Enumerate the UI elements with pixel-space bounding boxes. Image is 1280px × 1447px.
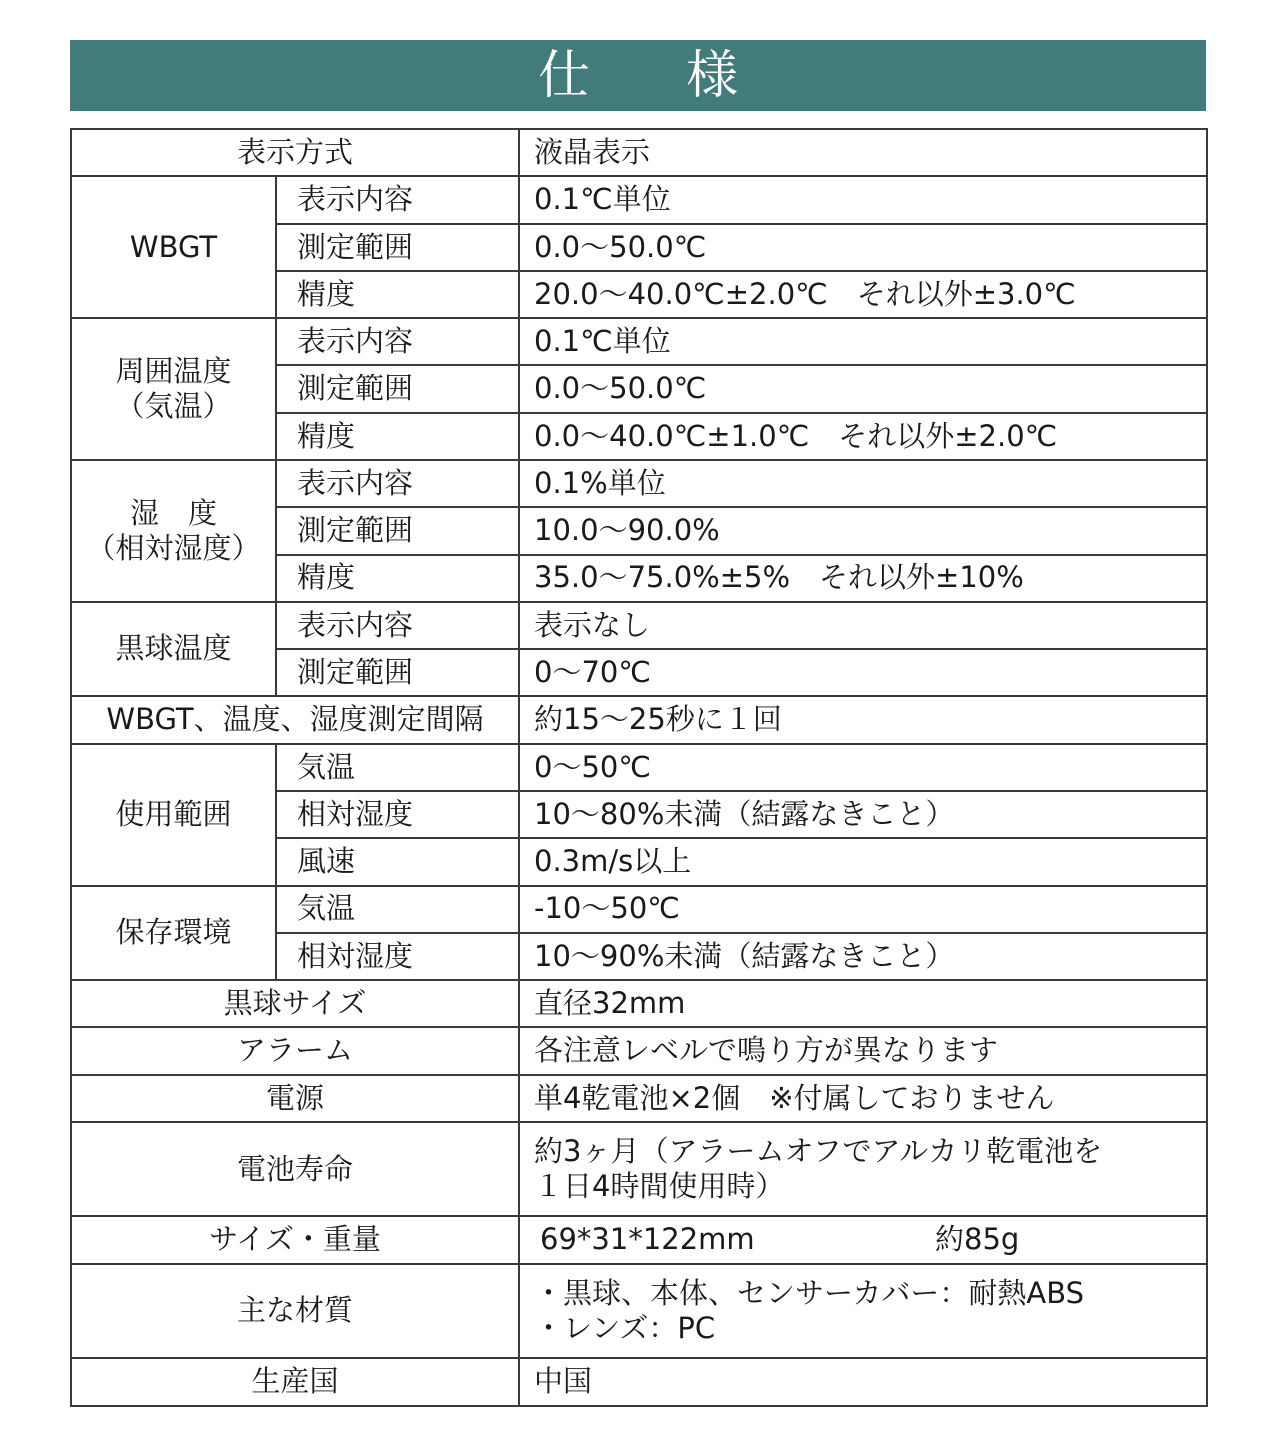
row-label: サイズ・重量 bbox=[71, 1216, 519, 1263]
value-line: １日4時間使用時） bbox=[534, 1169, 785, 1204]
row-label: 生産国 bbox=[71, 1358, 519, 1406]
weight-value: 約85g bbox=[935, 1222, 1020, 1257]
row-value: 10～90%未満（結露なきこと） bbox=[519, 933, 1207, 980]
row-sublabel: 気温 bbox=[276, 744, 519, 791]
table-row bbox=[71, 460, 1207, 507]
row-value: 0.0～50.0℃ bbox=[519, 365, 1207, 412]
row-value: 10.0～90.0% bbox=[519, 507, 1207, 554]
row-value: 0.3m/s以上 bbox=[519, 838, 1207, 885]
row-label: 黒球サイズ bbox=[71, 980, 519, 1027]
row-value: 直径32mm bbox=[519, 980, 1207, 1027]
group-label-humidity bbox=[71, 460, 276, 602]
group-label-line: 周囲温度 bbox=[115, 353, 232, 388]
table-row bbox=[71, 1027, 1207, 1074]
row-value: 0.0～40.0℃±1.0℃ それ以外±2.0℃ bbox=[519, 413, 1207, 460]
row-value: 10～80%未満（結露なきこと） bbox=[519, 791, 1207, 838]
row-label: 電源 bbox=[71, 1075, 519, 1122]
row-sublabel: 風速 bbox=[276, 838, 519, 885]
row-value: 20.0～40.0℃±2.0℃ それ以外±3.0℃ bbox=[519, 271, 1207, 318]
row-sublabel: 精度 bbox=[276, 271, 519, 318]
row-sublabel: 測定範囲 bbox=[276, 224, 519, 271]
group-label-wbgt: WBGT bbox=[71, 176, 276, 318]
table-row bbox=[71, 744, 1207, 791]
row-value: 0～50℃ bbox=[519, 744, 1207, 791]
table-row bbox=[71, 1264, 1207, 1359]
row-sublabel: 表示内容 bbox=[276, 602, 519, 649]
group-label-operating-range: 使用範囲 bbox=[71, 744, 276, 886]
table-row bbox=[71, 602, 1207, 649]
value-line: ・レンズ：PC bbox=[534, 1311, 716, 1346]
row-value bbox=[519, 1264, 1207, 1359]
table-row bbox=[71, 980, 1207, 1027]
row-value: -10～50℃ bbox=[519, 886, 1207, 933]
value-line: ・黒球、本体、センサーカバー：耐熱ABS bbox=[534, 1275, 1085, 1310]
row-sublabel: 気温 bbox=[276, 886, 519, 933]
row-sublabel: 精度 bbox=[276, 555, 519, 602]
row-label: 主な材質 bbox=[71, 1264, 519, 1359]
group-label-line: 湿 度 bbox=[129, 495, 217, 530]
row-value: 0.1℃単位 bbox=[519, 318, 1207, 365]
size-value: 69*31*122mm bbox=[540, 1222, 755, 1257]
group-label-line: （気温） bbox=[115, 389, 232, 424]
row-sublabel: 精度 bbox=[276, 413, 519, 460]
row-label: 電池寿命 bbox=[71, 1122, 519, 1217]
group-label-globe-temp: 黒球温度 bbox=[71, 602, 276, 697]
row-sublabel: 表示内容 bbox=[276, 176, 519, 223]
row-sublabel: 測定範囲 bbox=[276, 365, 519, 412]
row-sublabel: 表示内容 bbox=[276, 460, 519, 507]
row-value: 35.0～75.0%±5% それ以外±10% bbox=[519, 555, 1207, 602]
row-value: 中国 bbox=[519, 1358, 1207, 1406]
table-row bbox=[71, 1122, 1207, 1217]
spec-table bbox=[70, 128, 1208, 1407]
row-value: 各注意レベルで鳴り方が異なります bbox=[519, 1027, 1207, 1074]
row-sublabel: 表示内容 bbox=[276, 318, 519, 365]
row-value: 0.0～50.0℃ bbox=[519, 224, 1207, 271]
row-value: 液晶表示 bbox=[519, 129, 1207, 176]
table-row bbox=[71, 886, 1207, 933]
spec-title: 仕 様 bbox=[537, 45, 760, 106]
table-row bbox=[71, 1216, 1207, 1263]
row-sublabel: 相対湿度 bbox=[276, 933, 519, 980]
row-value bbox=[519, 1216, 1207, 1263]
row-value: 表示なし bbox=[519, 602, 1207, 649]
table-row bbox=[71, 1075, 1207, 1122]
row-value: 0.1℃単位 bbox=[519, 176, 1207, 223]
row-sublabel: 測定範囲 bbox=[276, 507, 519, 554]
row-label: WBGT、温度、湿度測定間隔 bbox=[71, 696, 519, 743]
group-label-ambient-temp bbox=[71, 318, 276, 460]
table-row bbox=[71, 176, 1207, 223]
spec-title-bar bbox=[70, 40, 1206, 111]
row-sublabel: 相対湿度 bbox=[276, 791, 519, 838]
group-label-line: （相対湿度） bbox=[86, 530, 261, 565]
row-label: アラーム bbox=[71, 1027, 519, 1074]
row-value: 0.1%単位 bbox=[519, 460, 1207, 507]
row-value bbox=[519, 1122, 1207, 1217]
row-value: 単4乾電池×2個 ※付属しておりません bbox=[519, 1075, 1207, 1122]
table-row bbox=[71, 1358, 1207, 1406]
row-value: 0～70℃ bbox=[519, 649, 1207, 696]
value-line: 約3ヶ月（アラームオフでアルカリ乾電池を bbox=[534, 1133, 1103, 1168]
row-value: 約15～25秒に１回 bbox=[519, 696, 1207, 743]
group-label-storage: 保存環境 bbox=[71, 886, 276, 981]
row-sublabel: 測定範囲 bbox=[276, 649, 519, 696]
table-row bbox=[71, 318, 1207, 365]
row-label: 表示方式 bbox=[71, 129, 519, 176]
table-row bbox=[71, 696, 1207, 743]
table-row bbox=[71, 129, 1207, 176]
